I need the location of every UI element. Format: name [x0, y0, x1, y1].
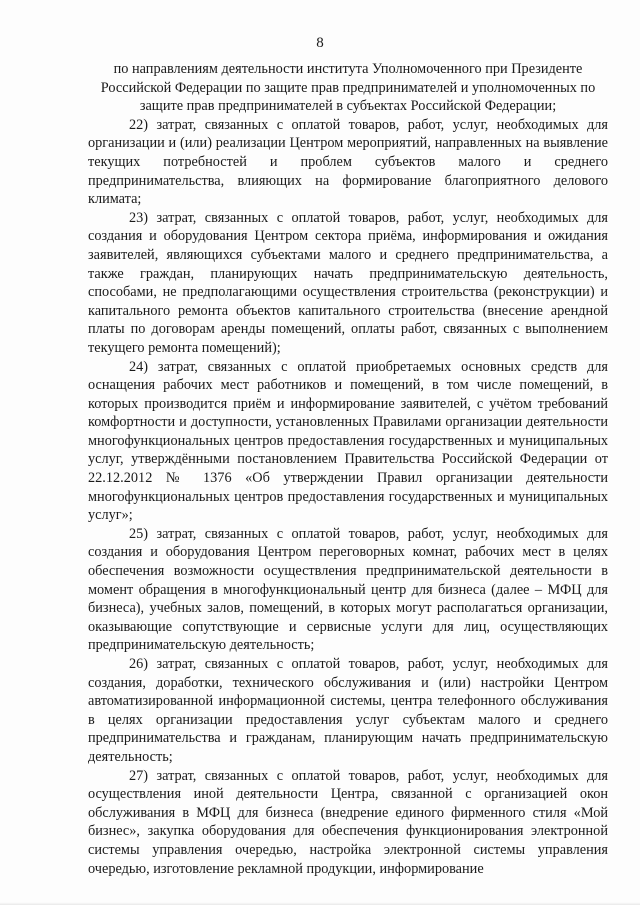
page-number: 8: [316, 35, 324, 51]
paragraph-26: 26) затрат, связанных с оплатой товаров, работ, услуг, необходимых для создания, доработки, технического обслуживания и (или) настройки Центром автоматизированной информационной системы, центра телефонного обслуживания в целях организации предоставления услуг субъектам малого и среднего предпринимательства и гражданам, планирующим начать предпринимательскую деятельность;: [88, 656, 608, 765]
paragraph-23: 23) затрат, связанных с оплатой товаров, работ, услуг, необходимых для создания и оборудования Центром сектора приёма, информирования и ожидания заявителей, являющихся субъектами малого и среднего предпринимательства, а также граждан, планирующих начать предпринимательскую деятельность, способами, не предполагающими осуществления строительства (реконструкции) и капитального ремонта объектов капитального строительства (внесение арендной платы по договорам аренды помещений, оплаты работ, связанных с выполнением текущего ремонта помещений);: [88, 209, 608, 356]
paragraph-24: 24) затрат, связанных с оплатой приобретаемых основных средств для оснащения рабочих мест работников и помещений, в том числе помещений, в которых производится приём и информирование заявителей, с учётом требований комфортности и доступности, установленных Правилами организации деятельности многофункциональных центров предоставления государственных и муниципальных услуг, утверждёнными постановлением Правительства Российской Федерации от 22.12.2012 № 1376 «Об утверждении Правил организации деятельности многофункциональных центров предоставления государственных и муниципальных услуг»;: [88, 358, 608, 524]
paragraph-21-continuation: по направлениям деятельности института Уполномоченного при Президенте Российской Федерации по защите прав предпринимателей и уполномоченных по защите прав предпринимателей в субъектах Российской Федерации;: [100, 61, 596, 115]
paragraph-25: 25) затрат, связанных с оплатой товаров, работ, услуг, необходимых для создания и оборудования Центром переговорных комнат, рабочих мест в целях обеспечения возможности осуществления предпринимательской деятельности в момент обращения в многофункциональный центр для бизнеса (далее – МФЦ для бизнеса), учебных залов, помещений, в которых могут располагаться организации, оказывающие сопутствующие и сервисные услуги для лиц, осуществляющих предпринимательскую деятельность;: [88, 525, 608, 654]
document-body: [88, 60, 608, 878]
paragraph-22: 22) затрат, связанных с оплатой товаров, работ, услуг, необходимых для организации и (или) реализации Центром мероприятий, направленных на выявление текущих потребностей и проблем субъектов малого и среднего предпринимательства, влияющих на формирование благоприятного делового климата;: [88, 116, 608, 208]
paragraph-27: 27) затрат, связанных с оплатой товаров, работ, услуг, необходимых для осуществления иной деятельности Центра, связанной с организацией окон обслуживания в МФЦ для бизнеса (внедрение единого фирменного стиля «Мой бизнес», закупка оборудования для обеспечения функционирования электронной системы управления очередью, настройка электронной системы управления очередью, изготовление рекламной продукции, информирование: [88, 767, 608, 877]
